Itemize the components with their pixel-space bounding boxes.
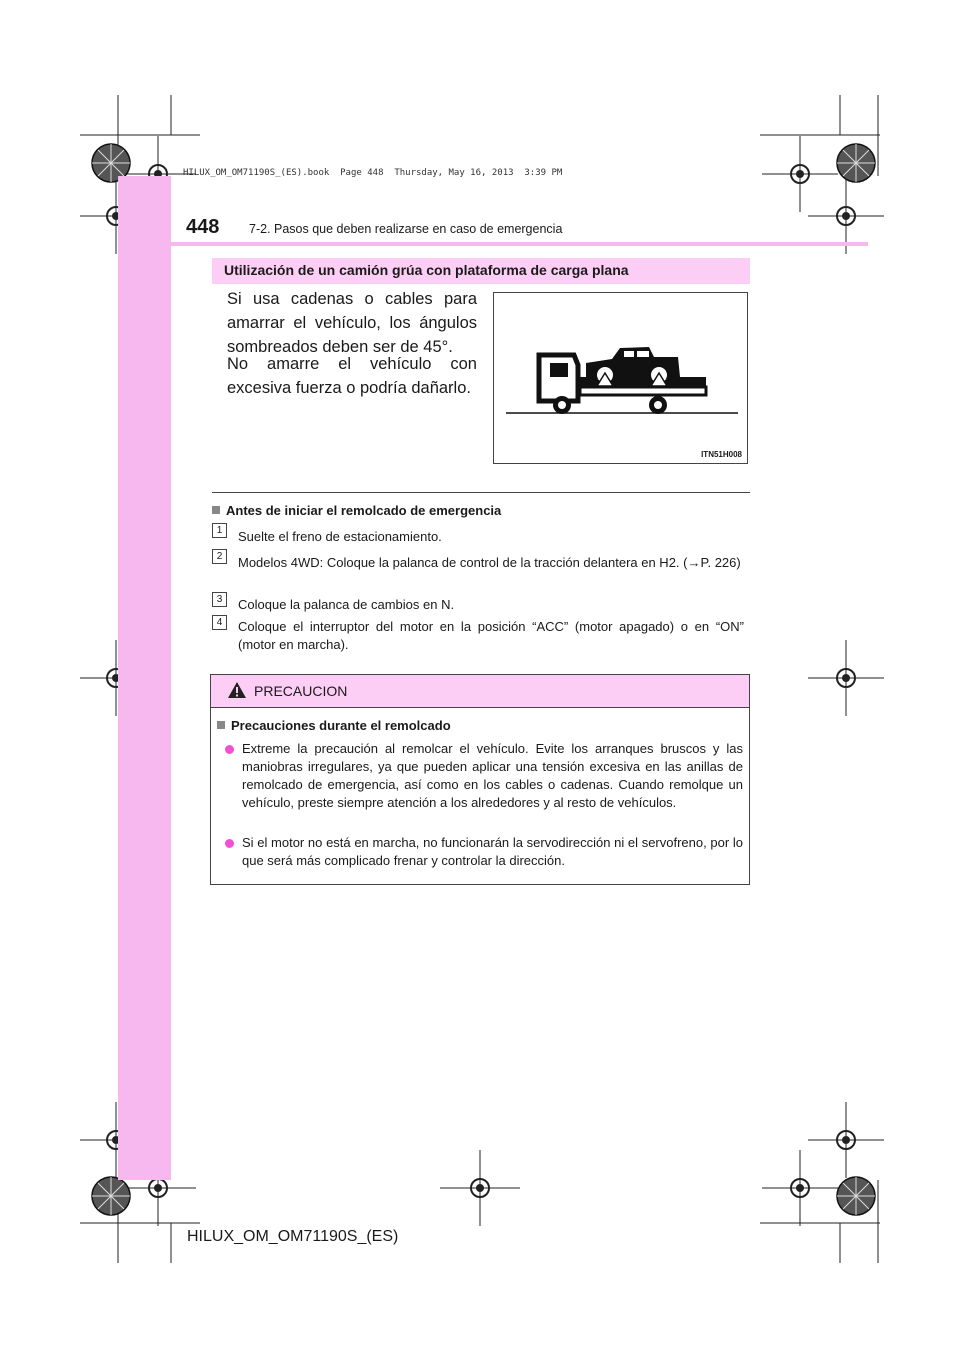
step-text-4: Coloque el interruptor del motor en la posición “ACC” (motor apagado) o en “ON” (motor en marcha). — [238, 619, 744, 652]
caution-box — [210, 674, 750, 885]
intro-paragraph-2: No amarre el vehículo con excesiva fuerza o podría dañarlo. — [227, 355, 477, 397]
side-tab-band — [118, 176, 171, 1180]
flatbed-truck-illustration — [494, 293, 749, 465]
caution-header — [211, 675, 749, 708]
tow-truck-figure — [493, 292, 748, 464]
round-bullet-icon — [225, 745, 234, 754]
step-number-1: 1 — [212, 523, 227, 538]
print-stamp: HILUX_OM_OM71190S_(ES).book Page 448 Thursday, May 16, 2013 3:39 PM — [183, 168, 563, 178]
subheading-bar — [212, 258, 750, 284]
warning-triangle-icon — [227, 681, 247, 699]
figure-code: ITN51H008 — [701, 450, 742, 459]
intro-paragraph-1: Si usa cadenas o cables para amarrar el vehículo, los ángulos sombreados deben ser de 45°. — [227, 290, 477, 356]
caution-title: PRECAUCION — [254, 683, 348, 699]
before-towing-heading-text: Antes de iniciar el remolcado de emergencia — [226, 503, 502, 518]
step-text-3: Coloque la palanca de cambios en N. — [238, 597, 455, 612]
step-number-2: 2 — [212, 549, 227, 564]
square-bullet-icon — [217, 721, 225, 729]
caution-subheading — [217, 718, 451, 733]
step-text-1: Suelte el freno de estacionamiento. — [238, 529, 442, 544]
step-number-4: 4 — [212, 615, 227, 630]
section-divider — [212, 492, 750, 493]
caution-bullet-2: Si el motor no está en marcha, no funcionarán la servodirección ni el servofreno, por lo que será más complicado frenar y controlar la dirección. — [242, 835, 743, 868]
round-bullet-icon — [225, 839, 234, 848]
footer-doc-id: HILUX_OM_OM71190S_(ES) — [187, 1228, 399, 1245]
step-text-2: Modelos 4WD: Coloque la palanca de control de la tracción delantera en H2. (→P. 226) — [238, 555, 741, 570]
subheading-text: Utilización de un camión grúa con plataforma de carga plana — [224, 262, 629, 278]
square-bullet-icon — [212, 506, 220, 514]
section-title: 7-2. Pasos que deben realizarse en caso de emergencia — [249, 222, 563, 236]
caution-subheading-text: Precauciones durante el remolcado — [231, 718, 451, 733]
step-number-3: 3 — [212, 592, 227, 607]
caution-bullet-1: Extreme la precaución al remolcar el vehículo. Evite los arranques bruscos y las maniobras irregulares, ya que pueden aplicar una tensión excesiva en las anillas de remolcado de emergencia, así como en los cables o cadenas. Cuando remolque un vehículo, preste siempre atención a los alrededores y al resto de vehículos. — [242, 741, 743, 810]
page-number: 448 — [186, 216, 220, 238]
header-rule — [118, 242, 868, 246]
before-towing-heading — [212, 503, 501, 518]
